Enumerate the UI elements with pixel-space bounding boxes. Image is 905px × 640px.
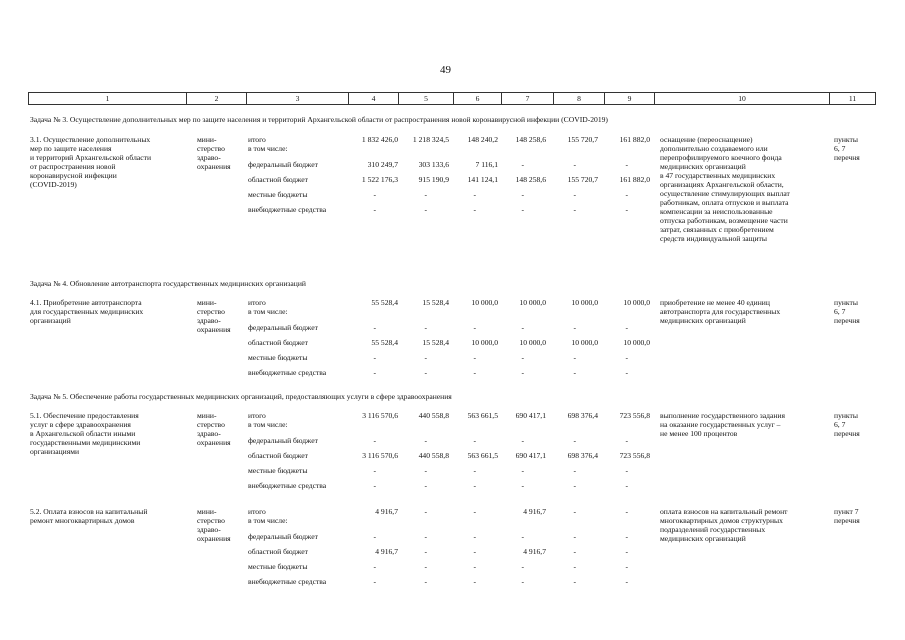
reference-line: перечня xyxy=(834,516,860,525)
executor-line: здраво- xyxy=(197,525,221,534)
funding-value: - xyxy=(373,532,376,541)
funding-value: - xyxy=(625,160,628,169)
funding-source-label: внебюджетные средства xyxy=(248,481,327,490)
funding-value: - xyxy=(625,577,628,586)
expected-result-line: приобретение не менее 40 единиц xyxy=(660,298,770,307)
funding-value: - xyxy=(473,205,476,214)
reference-line: перечня xyxy=(834,316,860,325)
funding-value: - xyxy=(625,205,628,214)
funding-value: 3 116 570,6 xyxy=(362,411,398,420)
funding-value: 3 116 570,6 xyxy=(362,451,398,460)
measure-name-line: и территорий Архангельской области xyxy=(30,153,152,162)
expected-result-line: средств индивидуальной защиты xyxy=(660,234,767,243)
expected-result-line: работникам, оплата отпусков и выплата xyxy=(660,198,789,207)
funding-value: 10 000,0 xyxy=(471,298,498,307)
expected-result-line: автотранспорта для государственных xyxy=(660,307,781,316)
funding-source-label: местные бюджеты xyxy=(248,353,308,362)
executor-line: охранения xyxy=(197,438,231,447)
reference-line: 6, 7 xyxy=(834,420,846,429)
funding-value: 148 258,6 xyxy=(515,175,546,184)
header-col-3: 3 xyxy=(247,93,349,104)
measure-name-line: организациями xyxy=(30,447,80,456)
funding-value: - xyxy=(424,436,427,445)
column-number-header xyxy=(28,92,876,105)
funding-value: 15 528,4 xyxy=(422,298,449,307)
funding-source-label: в том числе: xyxy=(248,420,288,429)
funding-value: 161 882,0 xyxy=(619,175,650,184)
measure-name-line: 5.2. Оплата взносов на капитальный xyxy=(30,507,148,516)
funding-value: 55 528,4 xyxy=(371,338,398,347)
funding-value: - xyxy=(473,547,476,556)
funding-value: - xyxy=(625,532,628,541)
funding-value: 698 376,4 xyxy=(567,451,598,460)
measure-name-line: коронавирусной инфекции xyxy=(30,171,117,180)
measure-name-line: для государственных медицинских xyxy=(30,307,144,316)
funding-value: - xyxy=(424,353,427,362)
funding-value: 723 556,8 xyxy=(619,411,650,420)
expected-result-line: подразделений государственных xyxy=(660,525,766,534)
funding-value: - xyxy=(373,481,376,490)
header-col-9: 9 xyxy=(605,93,655,104)
funding-source-label: в том числе: xyxy=(248,307,288,316)
funding-value: - xyxy=(573,160,576,169)
funding-value: 1 832 426,0 xyxy=(361,135,398,144)
reference-line: пункты xyxy=(834,411,858,420)
funding-value: - xyxy=(424,481,427,490)
funding-value: - xyxy=(424,577,427,586)
funding-value: - xyxy=(573,562,576,571)
executor-line: охранения xyxy=(197,162,231,171)
funding-value: 303 133,6 xyxy=(418,160,449,169)
funding-value: 440 558,8 xyxy=(418,451,449,460)
funding-source-label: в том числе: xyxy=(248,516,288,525)
funding-value: - xyxy=(521,160,524,169)
funding-value: - xyxy=(373,353,376,362)
measure-name-line: государственными медицинскими xyxy=(30,438,141,447)
funding-value: - xyxy=(625,466,628,475)
funding-value: - xyxy=(573,205,576,214)
header-col-6: 6 xyxy=(454,93,502,104)
funding-value: - xyxy=(424,323,427,332)
funding-source-label: внебюджетные средства xyxy=(248,577,327,586)
reference-line: пункты xyxy=(834,298,858,307)
funding-value: 723 556,8 xyxy=(619,451,650,460)
funding-value: - xyxy=(521,577,524,586)
funding-source-label: итого xyxy=(248,507,266,516)
executor-line: мини- xyxy=(197,411,217,420)
expected-result-line: не менее 100 процентов xyxy=(660,429,738,438)
funding-value: - xyxy=(473,507,476,516)
funding-value: - xyxy=(521,190,524,199)
funding-value: 15 528,4 xyxy=(422,338,449,347)
task-title: Задача № 3. Осуществление дополнительных мер по защите населения и территорий Архангельской области от распространения новой коронавирусной инфекции (COVID-2019) xyxy=(30,115,608,124)
funding-value: - xyxy=(424,466,427,475)
funding-source-label: федеральный бюджет xyxy=(248,532,318,541)
executor-line: стерство xyxy=(197,307,225,316)
expected-result-line: медицинских организаций xyxy=(660,316,746,325)
funding-value: 10 000,0 xyxy=(571,338,598,347)
funding-value: - xyxy=(473,323,476,332)
funding-value: 148 240,2 xyxy=(467,135,498,144)
funding-value: - xyxy=(573,577,576,586)
funding-value: 10 000,0 xyxy=(471,338,498,347)
funding-source-label: федеральный бюджет xyxy=(248,160,318,169)
funding-source-label: местные бюджеты xyxy=(248,562,308,571)
executor-line: стерство xyxy=(197,144,225,153)
measure-name-line: мер по защите населения xyxy=(30,144,112,153)
funding-value: - xyxy=(521,562,524,571)
funding-value: - xyxy=(521,466,524,475)
funding-value: - xyxy=(424,368,427,377)
header-col-5: 5 xyxy=(399,93,454,104)
funding-value: - xyxy=(625,323,628,332)
funding-value: 698 376,4 xyxy=(567,411,598,420)
funding-source-label: областной бюджет xyxy=(248,547,308,556)
funding-source-label: итого xyxy=(248,411,266,420)
reference-line: перечня xyxy=(834,429,860,438)
header-col-7: 7 xyxy=(502,93,554,104)
funding-source-label: федеральный бюджет xyxy=(248,436,318,445)
funding-value: - xyxy=(373,323,376,332)
funding-value: - xyxy=(373,562,376,571)
expected-result-line: медицинских организаций xyxy=(660,162,746,171)
executor-line: здраво- xyxy=(197,153,221,162)
funding-value: - xyxy=(473,466,476,475)
funding-value: 7 116,1 xyxy=(475,160,498,169)
funding-value: - xyxy=(473,481,476,490)
funding-source-label: областной бюджет xyxy=(248,175,308,184)
funding-source-label: местные бюджеты xyxy=(248,466,308,475)
funding-value: - xyxy=(373,577,376,586)
funding-source-label: местные бюджеты xyxy=(248,190,308,199)
funding-value: - xyxy=(424,562,427,571)
funding-value: - xyxy=(373,466,376,475)
funding-value: - xyxy=(625,190,628,199)
funding-value: - xyxy=(424,532,427,541)
measure-name-line: в Архангельской области иными xyxy=(30,429,136,438)
funding-value: 148 258,6 xyxy=(515,135,546,144)
funding-value: 4 916,7 xyxy=(523,507,546,516)
expected-result-line: многоквартирных домов структурных xyxy=(660,516,783,525)
funding-source-label: итого xyxy=(248,298,266,307)
funding-value: - xyxy=(373,436,376,445)
funding-value: - xyxy=(573,547,576,556)
funding-value: - xyxy=(573,323,576,332)
funding-value: - xyxy=(625,481,628,490)
funding-value: - xyxy=(473,436,476,445)
expected-result-line: дополнительно создаваемого или xyxy=(660,144,768,153)
funding-value: - xyxy=(373,368,376,377)
funding-source-label: в том числе: xyxy=(248,144,288,153)
expected-result-line: отпуска работникам, возмещение части xyxy=(660,216,788,225)
funding-value: - xyxy=(573,436,576,445)
task-title: Задача № 5. Обеспечение работы государственных медицинских организаций, предоставляющих услуги в сфере здравоохранения xyxy=(30,392,452,401)
funding-value: - xyxy=(625,547,628,556)
funding-value: - xyxy=(521,436,524,445)
executor-line: здраво- xyxy=(197,429,221,438)
reference-line: пункт 7 xyxy=(834,507,859,516)
page-number: 49 xyxy=(440,64,451,76)
funding-value: - xyxy=(473,562,476,571)
reference-line: пункты xyxy=(834,135,858,144)
funding-value: 1 522 176,3 xyxy=(361,175,398,184)
expected-result-line: перепрофилируемого коечного фонда xyxy=(660,153,782,162)
funding-value: - xyxy=(521,481,524,490)
funding-value: 4 916,7 xyxy=(523,547,546,556)
funding-value: - xyxy=(521,323,524,332)
reference-line: 6, 7 xyxy=(834,144,846,153)
executor-line: стерство xyxy=(197,420,225,429)
measure-name-line: от распространения новой xyxy=(30,162,116,171)
expected-result-line: компенсации за неиспользованные xyxy=(660,207,773,216)
funding-value: 440 558,8 xyxy=(418,411,449,420)
funding-value: - xyxy=(521,532,524,541)
funding-source-label: областной бюджет xyxy=(248,451,308,460)
measure-name-line: организаций xyxy=(30,316,71,325)
funding-source-label: итого xyxy=(248,135,266,144)
funding-value: - xyxy=(625,436,628,445)
expected-result-line: медицинских организаций xyxy=(660,534,746,543)
funding-value: 4 916,7 xyxy=(375,547,398,556)
funding-value: 4 916,7 xyxy=(375,507,398,516)
funding-value: - xyxy=(424,507,427,516)
executor-line: мини- xyxy=(197,135,217,144)
executor-line: мини- xyxy=(197,298,217,307)
expected-result-line: осуществление стимулирующих выплат xyxy=(660,189,790,198)
funding-value: 1 218 324,5 xyxy=(412,135,449,144)
funding-value: - xyxy=(424,205,427,214)
funding-value: 10 000,0 xyxy=(519,338,546,347)
reference-line: 6, 7 xyxy=(834,307,846,316)
funding-value: - xyxy=(521,205,524,214)
measure-name-line: ремонт многоквартирных домов xyxy=(30,516,135,525)
funding-value: - xyxy=(473,353,476,362)
funding-value: - xyxy=(625,562,628,571)
funding-value: - xyxy=(373,205,376,214)
funding-value: - xyxy=(573,532,576,541)
expected-result-line: в 47 государственных медицинских xyxy=(660,171,776,180)
funding-value: 10 000,0 xyxy=(571,298,598,307)
funding-value: 690 417,1 xyxy=(515,451,546,460)
funding-value: 915 190,9 xyxy=(418,175,449,184)
funding-value: - xyxy=(473,577,476,586)
expected-result-line: организациях Архангельской области, xyxy=(660,180,784,189)
funding-source-label: федеральный бюджет xyxy=(248,323,318,332)
measure-name-line: 4.1. Приобретение автотранспорта xyxy=(30,298,142,307)
funding-value: - xyxy=(625,368,628,377)
executor-line: стерство xyxy=(197,516,225,525)
funding-value: - xyxy=(625,353,628,362)
reference-line: перечня xyxy=(834,153,860,162)
funding-value: - xyxy=(573,481,576,490)
funding-value: - xyxy=(473,190,476,199)
funding-value: 690 417,1 xyxy=(515,411,546,420)
funding-source-label: внебюджетные средства xyxy=(248,368,327,377)
expected-result-line: на оказание государственных услуг – xyxy=(660,420,781,429)
funding-value: 310 249,7 xyxy=(367,160,398,169)
header-col-8: 8 xyxy=(554,93,605,104)
funding-value: 161 882,0 xyxy=(619,135,650,144)
executor-line: здраво- xyxy=(197,316,221,325)
header-col-11: 11 xyxy=(848,94,857,103)
executor-line: охранения xyxy=(197,325,231,334)
funding-value: - xyxy=(625,507,628,516)
funding-value: - xyxy=(573,353,576,362)
funding-value: - xyxy=(373,190,376,199)
funding-value: 563 661,5 xyxy=(467,411,498,420)
measure-name-line: (COVID-2019) xyxy=(30,180,77,189)
measure-name-line: услуг в сфере здравоохранения xyxy=(30,420,131,429)
funding-value: - xyxy=(424,547,427,556)
funding-value: - xyxy=(473,532,476,541)
executor-line: мини- xyxy=(197,507,217,516)
header-col-10: 10 xyxy=(655,93,830,104)
expected-result-line: затрат, связанных с приобретением xyxy=(660,225,774,234)
header-col-1: 1 xyxy=(29,93,187,104)
expected-result-line: выполнение государственного задания xyxy=(660,411,785,420)
funding-source-label: внебюджетные средства xyxy=(248,205,327,214)
funding-value: 563 661,5 xyxy=(467,451,498,460)
funding-value: - xyxy=(521,368,524,377)
header-col-2: 2 xyxy=(187,93,247,104)
funding-source-label: областной бюджет xyxy=(248,338,308,347)
funding-value: - xyxy=(521,353,524,362)
measure-name-line: 5.1. Обеспечение предоставления xyxy=(30,411,139,420)
funding-value: - xyxy=(573,368,576,377)
funding-value: 10 000,0 xyxy=(623,338,650,347)
funding-value: 141 124,1 xyxy=(467,175,498,184)
task-title: Задача № 4. Обновление автотранспорта государственных медицинских организаций xyxy=(30,279,306,288)
executor-line: охранения xyxy=(197,534,231,543)
header-col-4: 4 xyxy=(349,93,399,104)
expected-result-line: оснащение (переоснащение) xyxy=(660,135,753,144)
funding-value: - xyxy=(573,507,576,516)
funding-value: - xyxy=(573,190,576,199)
expected-result-line: оплата взносов на капитальный ремонт xyxy=(660,507,788,516)
funding-value: 55 528,4 xyxy=(371,298,398,307)
funding-value: - xyxy=(473,368,476,377)
funding-value: - xyxy=(573,466,576,475)
funding-value: 10 000,0 xyxy=(519,298,546,307)
measure-name-line: 3.1. Осуществление дополнительных xyxy=(30,135,151,144)
funding-value: - xyxy=(424,190,427,199)
funding-value: 155 720,7 xyxy=(567,175,598,184)
funding-value: 10 000,0 xyxy=(623,298,650,307)
funding-value: 155 720,7 xyxy=(567,135,598,144)
